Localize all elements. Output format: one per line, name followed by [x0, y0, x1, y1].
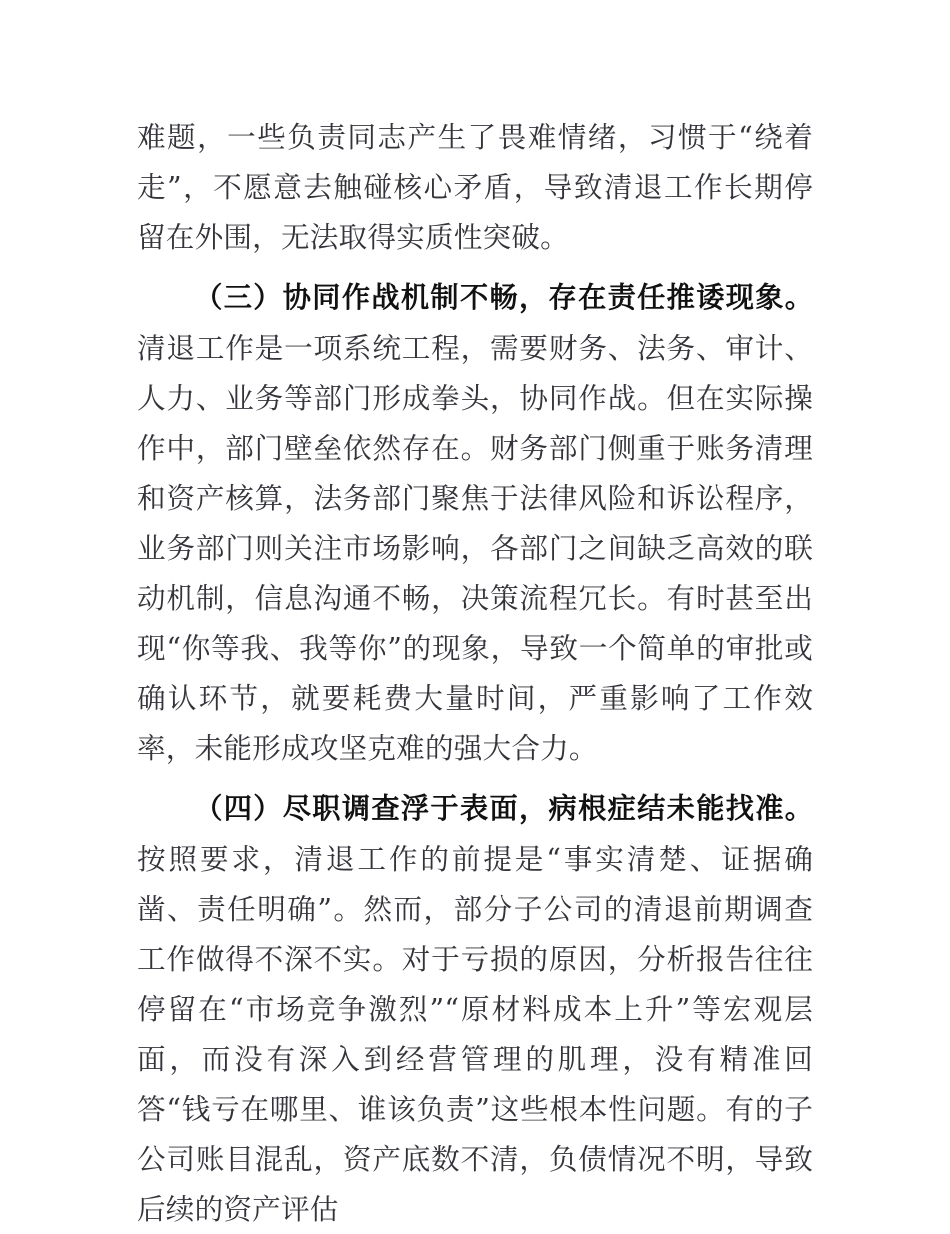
paragraph-section-three	[137, 272, 813, 773]
document-text-body	[137, 112, 813, 1234]
section-heading-four: （四）尽职调查浮于表面，病根症结未能找准。	[194, 792, 813, 825]
paragraph-continuation	[137, 112, 813, 262]
section-three-body-text: 清退工作是一项系统工程，需要财务、法务、审计、人力、业务等部门形成拳头，协同作战。但在实际操作中，部门壁垒依然存在。财务部门侧重于账务清理和资产核算，法务部门聚焦于法律风险和诉讼程序，业务部门则关注市场影响，各部门之间缺乏高效的联动机制，信息沟通不畅，决策流程冗长。有时甚至出现“你等我、我等你”的现象，导致一个简单的审批或确认环节，就要耗费大量时间，严重影响了工作效率，未能形成攻坚克难的强大合力。	[137, 331, 813, 765]
paragraph-section-four	[137, 783, 813, 1234]
section-four-body-text: 按照要求，清退工作的前提是“事实清楚、证据确凿、责任明确”。然而，部分子公司的清退前期调查工作做得不深不实。对于亏损的原因，分析报告往往停留在“市场竞争激烈”“原材料成本上升”等宏观层面，而没有深入到经营管理的肌理，没有精准回答“钱亏在哪里、谁该负责”这些根本性问题。有的子公司账目混乱，资产底数不清，负债情况不明，导致后续的资产评估	[137, 842, 813, 1226]
section-heading-three: （三）协同作战机制不畅，存在责任推诿现象。	[194, 281, 813, 314]
paragraph-body-text: 难题，一些负责同志产生了畏难情绪，习惯于“绕着走”，不愿意去触碰核心矛盾，导致清退工作长期停留在外围，无法取得实质性突破。	[137, 120, 813, 254]
